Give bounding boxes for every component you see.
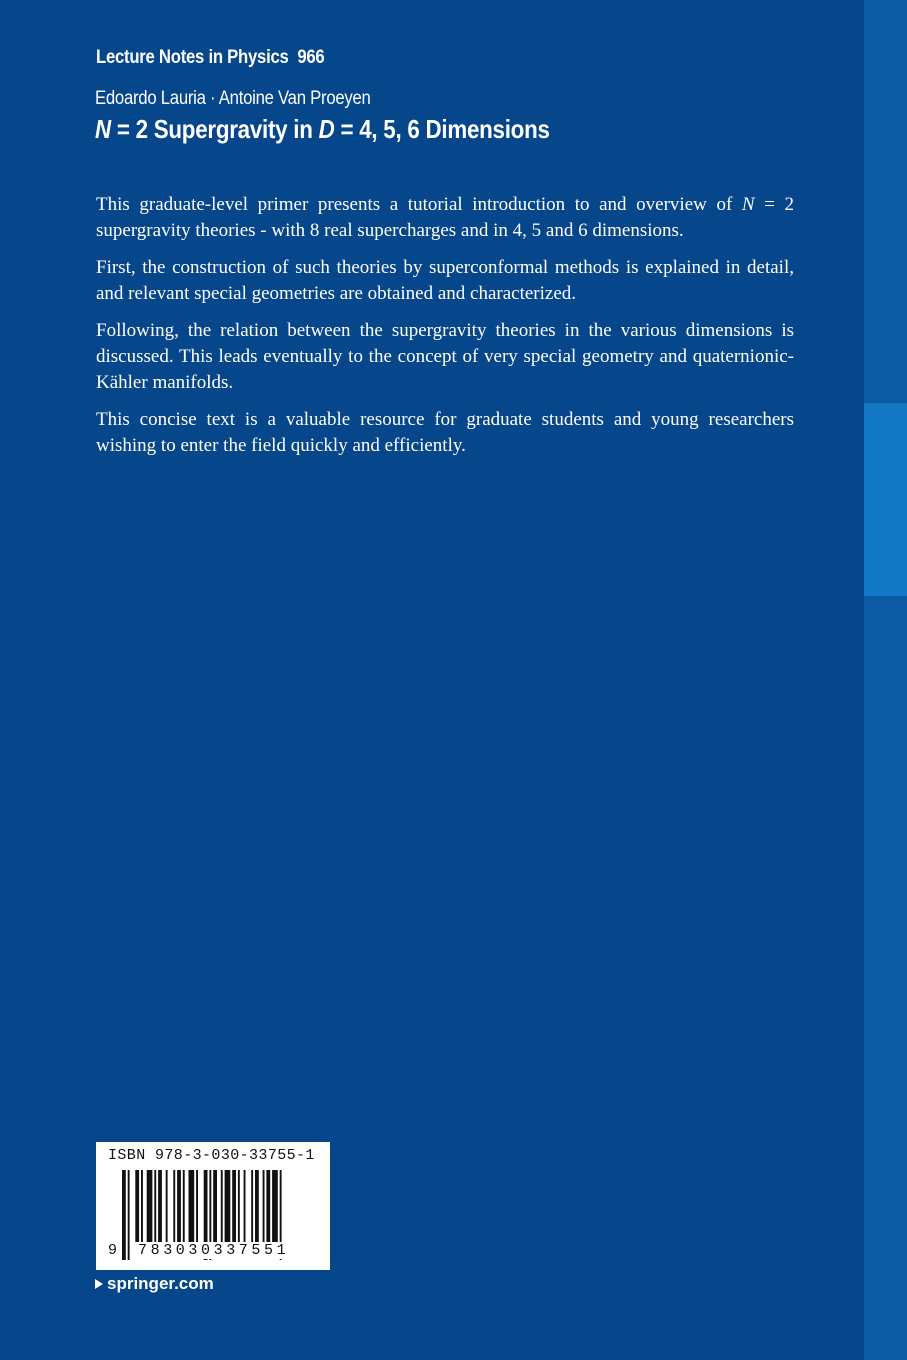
barcode-bar [255, 1170, 259, 1242]
barcode-bar [244, 1170, 246, 1242]
barcode-bar [166, 1170, 168, 1242]
series-volume: 966 [297, 47, 325, 68]
barcode-bar [128, 1170, 130, 1260]
barcode-bar [147, 1170, 153, 1242]
p1-variable: N [741, 194, 755, 215]
ean-first-digit: 9 [108, 1242, 118, 1259]
barcode-bar [213, 1170, 217, 1242]
title-n-variable: N [95, 114, 111, 144]
barcode-bar [173, 1170, 175, 1242]
barcode-bar [251, 1170, 253, 1242]
barcode-bar [272, 1170, 278, 1242]
barcode-bar [196, 1170, 198, 1242]
spine-accent-band [864, 403, 907, 596]
barcode-bar [135, 1170, 139, 1242]
isbn-barcode [96, 1142, 330, 1270]
barcode-bar [141, 1170, 143, 1242]
barcode-bar [232, 1170, 236, 1242]
barcode-bar [189, 1170, 195, 1242]
barcode-bar [122, 1170, 126, 1260]
barcode-bar [263, 1170, 265, 1242]
description-paragraph-3: Following, the relation between the supergravity theories in the various dimensions is discussed. This leads eventually to the concept of very special geometry and quaternionic-Kähler manifolds. [96, 320, 794, 393]
ean-digits: 783030337551 [138, 1242, 290, 1259]
barcode-bar [266, 1170, 270, 1242]
barcode-bar [183, 1170, 185, 1242]
p1-end: = 2 supergravity theories - with 8 real supercharges and in 4, 5 and 6 dimensions. [96, 194, 794, 241]
barcode-bar [225, 1170, 231, 1242]
description-paragraph-2: First, the construction of such theories by superconformal methods is explained in detail, and relevant special geometries are obtained and characterized. [96, 257, 794, 304]
isbn-label: ISBN 978-3-030-33755-1 [108, 1147, 315, 1164]
description-paragraph-1 [96, 192, 794, 243]
p1-start: This graduate-level primer presents a tutorial introduction to and overview of [96, 194, 742, 215]
book-title [95, 114, 550, 145]
series-line [96, 47, 324, 69]
arrow-icon [95, 1279, 103, 1289]
description [96, 192, 794, 470]
publisher-link[interactable] [95, 1274, 214, 1294]
title-part2: = 4, 5, 6 Dimensions [334, 114, 550, 144]
publisher-url: springer.com [107, 1274, 214, 1293]
title-part1: = 2 Supergravity in [110, 114, 319, 144]
spine-strip [864, 0, 907, 1360]
authors: Edoardo Lauria · Antoine Van Proeyen [95, 88, 371, 109]
barcode-bar [221, 1170, 223, 1242]
barcode-bar [177, 1170, 181, 1242]
barcode-bar [238, 1170, 240, 1242]
series-name: Lecture Notes in Physics [96, 47, 289, 68]
title-d-variable: D [318, 114, 335, 144]
barcode-bar [154, 1170, 156, 1242]
description-paragraph-4: This concise text is a valuable resource for graduate students and young researchers wishing to enter the field quickly and efficiently. [96, 409, 794, 456]
barcode-bar [158, 1170, 162, 1242]
